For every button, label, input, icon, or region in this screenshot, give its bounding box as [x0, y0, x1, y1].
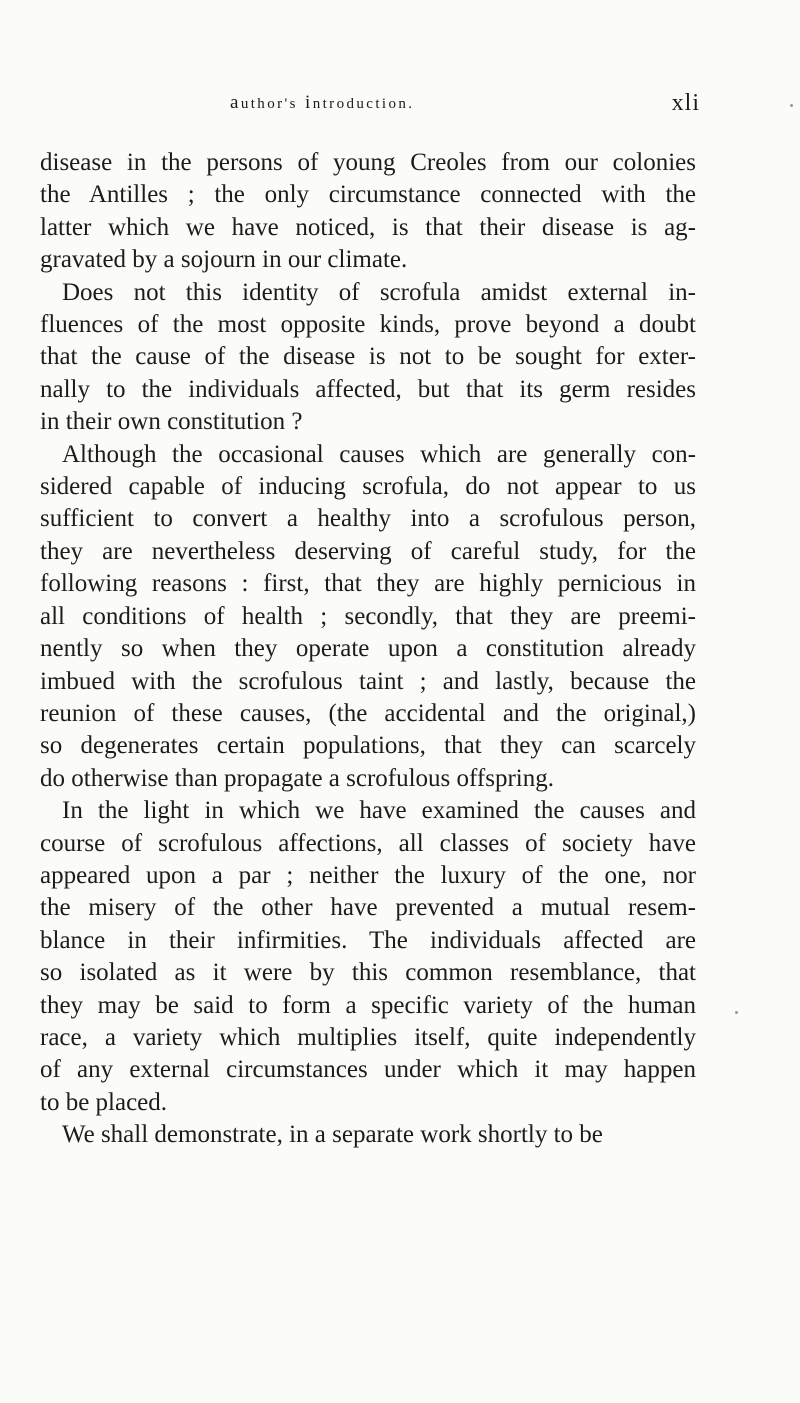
running-title: author's introduction. [230, 92, 415, 113]
text-line: nently so when they operate upon a constitution already [40, 635, 696, 663]
text-line: Does not this identity of scrofula amidst external in- [62, 278, 696, 306]
text-line: fluences of the most opposite kinds, prove beyond a doubt [40, 311, 696, 339]
text-line: so degenerates certain populations, that they can scarcely [40, 732, 696, 760]
text-line: gravated by a sojourn in our climate. [40, 246, 408, 274]
paragraph [40, 439, 696, 795]
text-line: nally to the individuals affected, but that its germ resides [40, 375, 696, 403]
text-line: reunion of these causes, (the accidental and the original,) [40, 699, 696, 727]
text-line: they may be said to form a specific variety of the human [40, 991, 696, 1019]
text-line: latter which we have noticed, is that their disease is ag- [40, 213, 696, 241]
text-line: sidered capable of inducing scrofula, do not appear to us [40, 473, 696, 501]
text-line: so isolated as it were by this common resemblance, that [40, 959, 696, 987]
text-line: course of scrofulous affections, all classes of society have [40, 829, 696, 857]
text-line: following reasons : first, that they are highly pernicious in [40, 570, 696, 598]
running-head [40, 92, 700, 122]
text-line: appeared upon a par ; neither the luxury of the one, nor [40, 861, 696, 889]
text-line: blance in their infirmities. The individuals affected are [40, 926, 696, 954]
text-line: they are nevertheless deserving of careful study, for the [40, 537, 696, 565]
text-line: In the light in which we have examined the causes and [62, 797, 696, 825]
text-line: to be placed. [40, 1088, 168, 1116]
body-text [40, 147, 696, 1152]
text-line: race, a variety which multiplies itself, quite independently [40, 1023, 696, 1051]
text-line: Although the occasional causes which are generally con- [62, 440, 696, 468]
paragraph [40, 795, 696, 1119]
text-line: that the cause of the disease is not to be sought for exter- [40, 343, 696, 371]
text-line: sufficient to convert a healthy into a scrofulous person, [40, 505, 696, 533]
paragraph [40, 147, 696, 277]
text-line: the misery of the other have prevented a mutual resem- [40, 894, 696, 922]
text-line: the Antilles ; the only circumstance connected with the [40, 181, 696, 209]
text-line: in their own constitution ? [40, 408, 303, 436]
text-line: do otherwise than propagate a scrofulous offspring. [40, 764, 554, 792]
text-line: all conditions of health ; secondly, that they are preemi- [40, 602, 696, 630]
page-number: xli [671, 90, 700, 116]
text-line: of any external circumstances under which it may happen [40, 1056, 696, 1084]
margin-speck [735, 1011, 738, 1014]
text-line: We shall demonstrate, in a separate work shortly to be [62, 1121, 603, 1149]
text-line: imbued with the scrofulous taint ; and lastly, because the [40, 667, 696, 695]
text-line: disease in the persons of young Creoles from our colonies [40, 149, 696, 176]
margin-speck [790, 104, 793, 107]
paragraph [40, 1119, 696, 1151]
paragraph [40, 277, 696, 439]
